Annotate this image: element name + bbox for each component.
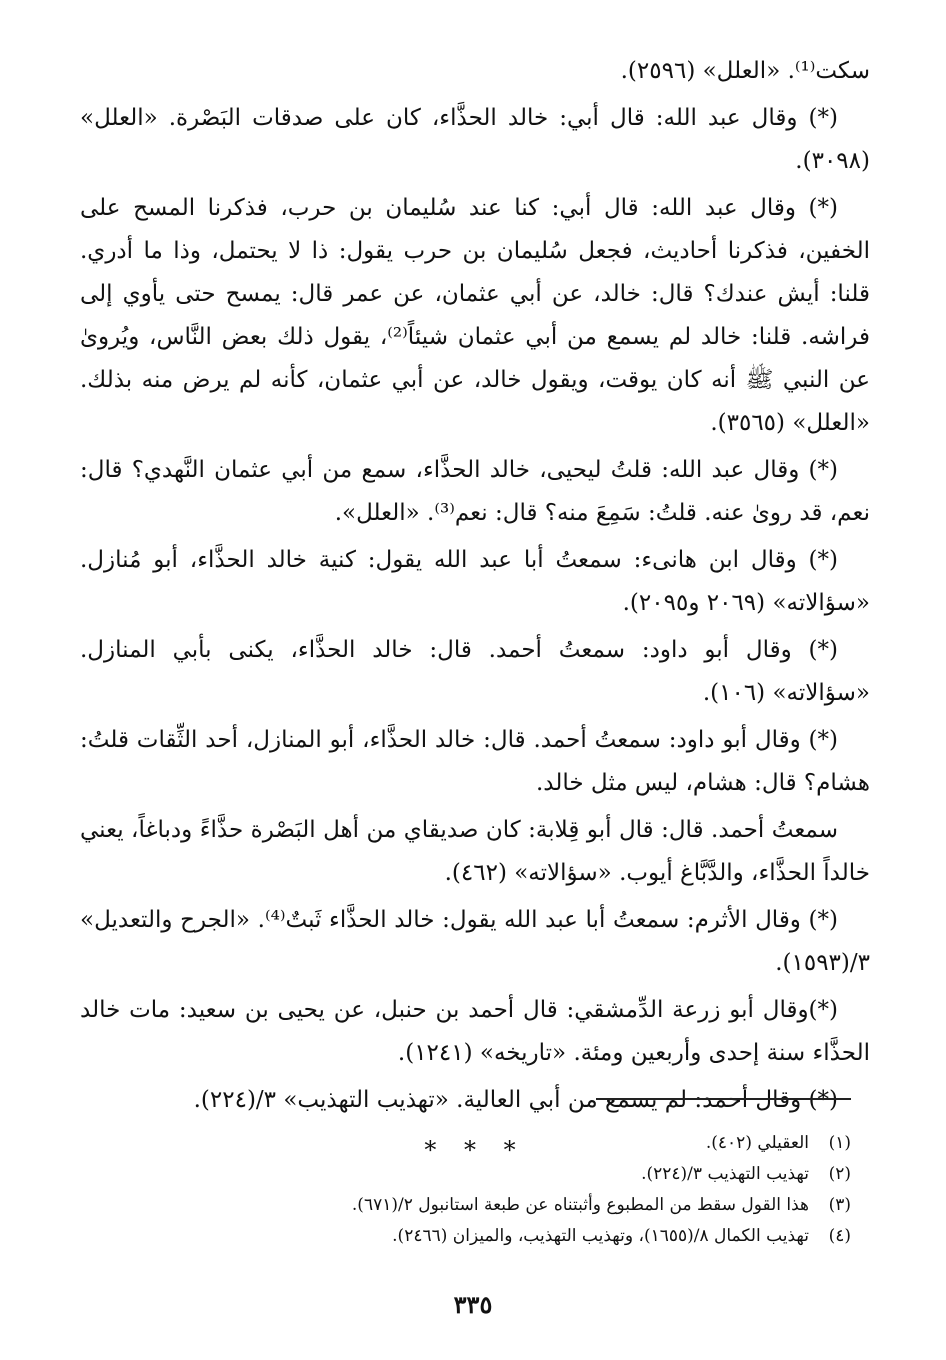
main-text [80,50,870,1194]
footnote-text: تهذيب التهذيب ٣/(٢٢٤). [641,1164,809,1184]
paragraph: (*) وقال أبو داود: سمعتُ أحمد. قال: خالد الحذَّاء، أبو المنازل، أحد الثِّقات قلتُ: هشام؟ قال: هشام، ليس مثل خالد. [80,727,870,796]
page-number: ٣٣٥ [453,1290,493,1319]
paragraph: (*)وقال أبو زرعة الدِّمشقي: قال أحمد بن حنبل، عن يحيى بن سعيد: مات خالد الحذَّاء سنة إحدى وأربعين ومئة. «تاريخه» (١٢٤١). [80,997,870,1066]
footnote-item [151,1190,851,1221]
footnote-number: (٢) [828,1164,851,1184]
paragraph: سكت⁽¹⁾. «العلل» (٢٥٩٦). [620,58,870,84]
footnote-item [151,1128,851,1159]
paragraph: سمعتُ أحمد. قال: قال أبو قِلابة: كان صديقاي من أهل البَصْرة حذَّاءً ودباغاً، يعني خالداً الحذَّاء، والدَّبَّاغ أيوب. «سؤالاته» (٤٦٢). [80,817,870,886]
footnotes [151,1128,851,1252]
footnote-item [151,1221,851,1252]
footnote-divider [596,1098,851,1100]
paragraph: (*) وقال أحمد: لم يسمع من أبي العالية. «تهذيب التهذيب» ٣/(٢٢٤). [193,1087,838,1113]
section-separator: * * * [424,1136,526,1164]
footnote-number: (١) [828,1133,851,1153]
footnote-item [151,1159,851,1190]
paragraph: (*) وقال الأثرم: سمعتُ أبا عبد الله يقول: خالد الحذَّاء ثَبتٌ⁽⁴⁾. «الجرح والتعديل» ٣/(١٥٩٣). [80,907,870,976]
footnote-number: (٣) [828,1195,851,1215]
footnote-text: هذا القول سقط من المطبوع وأثبتناه عن طبعة استانبول ٢/(٦٧١). [351,1195,809,1215]
paragraph: (*) وقال عبد الله: قال أبي: خالد الحذَّاء، كان على صدقات البَصْرة. «العلل» (٣٠٩٨). [80,105,870,174]
paragraph: (*) وقال أبو داود: سمعتُ أحمد. قال: خالد الحذَّاء، يكنى بأبي المنازل. «سؤالاته» (١٠٦). [80,637,870,706]
footnote-number: (٤) [828,1226,851,1246]
footnote-text: العقيلي (٤٠٢). [705,1133,809,1153]
paragraph: (*) وقال عبد الله: قال أبي: كنا عند سُليمان بن حرب، فذكرنا المسح على الخفين، فذكرنا أحاديث، فجعل سُليمان بن حرب يقول: ذا لا يحتمل، وذا ما أدري. قلنا: أيش عندك؟ قال: خالد، عن أبي عثمان، عن عمر قال: يمسح حتى يأوي إلى فراشه. قلنا: خالد لم يسمع من أبي عثمان شيئاً⁽²⁾، يقول ذلك بعض النَّاس، ويُروىٰ عن النبي ﷺ أنه كان يوقت، ويقول خالد، عن أبي عثمان، كأنه لم يرض منه بذلك. «العلل» (٣٥٦٥). [80,195,870,436]
paragraph: (*) وقال عبد الله: قلتُ ليحيى، خالد الحذَّاء، سمع من أبي عثمان النَّهدي؟ قال: نعم، قد روىٰ عنه. قلتُ: سَمِعَ منه؟ قال: نعم⁽³⁾. «العلل». [80,457,870,526]
footnote-text: تهذيب الكمال ٨/(١٦٥٥)، وتهذيب التهذيب، والميزان (٢٤٦٦). [392,1226,809,1246]
paragraph: (*) وقال ابن هانىء: سمعتُ أبا عبد الله يقول: كنية خالد الحذَّاء، أبو مُنازل. «سؤالاته» (٢٠٦٩ و٢٠٩٥). [80,547,870,616]
